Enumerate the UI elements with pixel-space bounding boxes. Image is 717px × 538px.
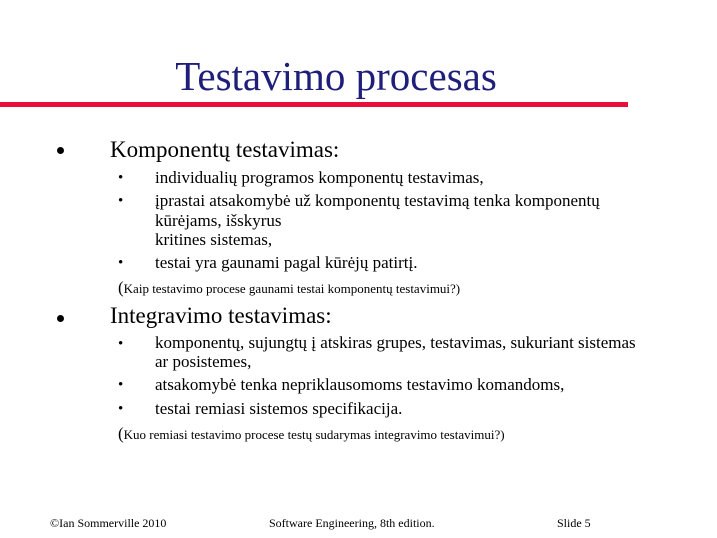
title-underline — [0, 102, 628, 107]
question-note — [118, 278, 460, 299]
list-bullet: • — [118, 336, 124, 352]
list-item: individualių programos komponentų testavimas, — [155, 168, 484, 187]
list-item: atsakomybė tenka nepriklausomoms testavimo komandoms, — [155, 375, 565, 394]
section-heading: Integravimo testavimas: — [110, 303, 332, 328]
list-item-continuation: kūrėjams, išskyrus — [155, 211, 282, 230]
section-heading: Komponentų testavimas: — [110, 137, 340, 162]
list-bullet: • — [118, 193, 124, 209]
note-text: Kaip testavimo procese gaunami testai komponentų testavimui?) — [123, 281, 461, 296]
slide-title: Testavimo procesas — [175, 53, 497, 99]
note-paren: ( — [118, 424, 124, 443]
list-bullet: • — [118, 255, 124, 271]
list-bullet: • — [118, 170, 124, 186]
list-item: testai remiasi sistemos specifikacija. — [155, 399, 403, 418]
section-bullet-icon — [57, 315, 64, 322]
footer-copyright: ©Ian Sommerville 2010 — [50, 516, 167, 530]
list-bullet: • — [118, 377, 124, 393]
question-note — [118, 424, 505, 445]
footer-slide-number: Slide 5 — [557, 516, 591, 530]
section-bullet-icon — [57, 147, 64, 154]
footer-book: Software Engineering, 8th edition. — [269, 516, 435, 530]
list-item: testai yra gaunami pagal kūrėjų patirtį. — [155, 253, 418, 272]
list-item: įprastai atsakomybė už komponentų testavimą tenka komponentų — [155, 191, 600, 210]
list-item-continuation: ar posistemes, — [155, 352, 252, 371]
list-item-continuation: kritines sistemas, — [155, 230, 273, 249]
note-text: Kuo remiasi testavimo procese testų sudarymas integravimo testavimui?) — [123, 427, 505, 442]
list-bullet: • — [118, 401, 124, 417]
list-item: komponentų, sujungtų į atskiras grupes, testavimas, sukuriant sistemas — [155, 333, 636, 352]
note-paren: ( — [118, 278, 124, 297]
